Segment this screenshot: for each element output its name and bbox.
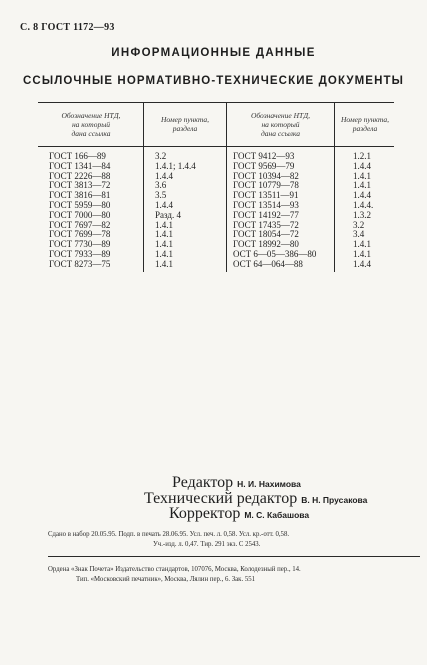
table-cell: ГОСТ 7933—89 xyxy=(49,248,111,259)
table-cell: 3.2 xyxy=(353,219,365,230)
table-cell: 1.4.1 xyxy=(353,248,371,259)
table-cell: 3.2 xyxy=(155,151,167,161)
table-cell: ГОСТ 10779—78 xyxy=(233,180,299,191)
editor-line: Редактор Н. И. Нахимова xyxy=(172,474,301,491)
table-cell: ГОСТ 7697—82 xyxy=(49,219,111,230)
table-cell: 1.4.4 xyxy=(353,190,371,201)
table-cell: 1.4.1 xyxy=(353,239,371,250)
table-cell: 1.4.1; 1.4.4 xyxy=(155,160,196,171)
table-cell: ГОСТ 7000—80 xyxy=(49,209,111,220)
table-cell: 1.4.1 xyxy=(155,239,173,250)
table-cell: ГОСТ 1341—84 xyxy=(49,160,111,171)
header-doc-left: Обозначение НТД, на который дана ссылка xyxy=(61,111,121,138)
table-cell: ГОСТ 13511—91 xyxy=(233,190,299,201)
right-doc-column xyxy=(233,152,316,270)
table-cell: 1.4.4 xyxy=(353,160,371,171)
imprint-rule xyxy=(48,556,420,557)
table-cell: 1.4.4 xyxy=(155,170,173,181)
right-clause-column xyxy=(353,152,373,270)
table-cell: ГОСТ 9412—93 xyxy=(233,151,295,161)
table-cell: ГОСТ 13514—93 xyxy=(233,199,299,210)
table-cell: 3.6 xyxy=(155,180,167,191)
header-clause-left: Номер пункта, раздела xyxy=(161,115,209,133)
table-top-rule xyxy=(38,102,394,103)
table-cell: 1.3.2 xyxy=(353,209,371,220)
section-subtitle: ССЫЛОЧНЫЕ НОРМАТИВНО-ТЕХНИЧЕСКИЕ ДОКУМЕНТЫ xyxy=(23,75,404,87)
table-cell: ОСТ 64—064—88 xyxy=(233,258,303,269)
table-cell: ОСТ 6—05—386—80 xyxy=(233,248,317,259)
table-cell: 1.4.1 xyxy=(155,248,173,259)
table-cell: 1.4.1 xyxy=(155,258,173,269)
table-cell: 1.4.4 xyxy=(353,258,371,269)
table-cell: 1.4.4. xyxy=(353,199,374,210)
tech-editor-line: Технический редактор В. Н. Прусакова xyxy=(144,490,368,507)
left-doc-column xyxy=(49,152,110,270)
imprint-line: Уч.-изд. л. 0,47. Тир. 291 экз. С 2543. xyxy=(153,541,261,548)
table-cell: ГОСТ 3816—81 xyxy=(49,190,111,201)
header-doc-right: Обозначение НТД, на который дана ссылка xyxy=(250,111,311,138)
page-header: С. 8 ГОСТ 1172—93 xyxy=(20,22,115,33)
table-cell: ГОСТ 7730—89 xyxy=(49,239,111,250)
table-cell: 1.4.1 xyxy=(155,219,173,230)
publisher-line: Ордена «Знак Почета» Издательство стандартов, 107076, Москва, Колодезный пер., 14. xyxy=(48,566,301,573)
table-cell: ГОСТ 18992—80 xyxy=(233,239,299,250)
table-cell: ГОСТ 18054—72 xyxy=(233,229,299,240)
table-cell: ГОСТ 166—89 xyxy=(49,151,106,161)
section-title: ИНФОРМАЦИОННЫЕ ДАННЫЕ xyxy=(111,47,316,59)
corrector-line: Корректор М. С. Кабашова xyxy=(169,505,310,522)
table-cell: ГОСТ 17435—72 xyxy=(233,219,299,230)
table-cell: ГОСТ 5959—80 xyxy=(49,199,111,210)
imprint-line: Сдано в набор 20.05.95. Подп. в печать 28.06.95. Усл. печ. л. 0,58. Усл. кр.-отт. 0,58. xyxy=(48,531,290,538)
table-cell: 1.4.1 xyxy=(353,180,371,191)
table-cell: 1.2.1 xyxy=(353,151,371,161)
table-cell: 3.5 xyxy=(155,190,167,201)
table-cell: 1.4.4 xyxy=(155,199,173,210)
table-cell: 3.4 xyxy=(353,229,365,240)
table-cell: ГОСТ 9569—79 xyxy=(233,160,295,171)
printer-line: Тип. «Московский печатник», Москва, Лялин пер., 6. Зак. 551 xyxy=(76,576,256,583)
table-cell: ГОСТ 8273—75 xyxy=(49,258,111,269)
table-header-rule xyxy=(38,146,394,147)
table-cell: 1.4.1 xyxy=(155,229,173,240)
table-cell: ГОСТ 3813—72 xyxy=(49,180,111,191)
left-clause-column xyxy=(155,152,196,270)
table-cell: 1.4.1 xyxy=(353,170,371,181)
table-cell: Разд. 4 xyxy=(155,209,181,220)
table-cell: ГОСТ 14192—77 xyxy=(233,209,299,220)
table-cell: ГОСТ 10394—82 xyxy=(233,170,299,181)
header-clause-right: Номер пункта, раздела xyxy=(341,115,389,133)
table-cell: ГОСТ 2226—88 xyxy=(49,170,111,181)
table-cell: ГОСТ 7699—78 xyxy=(49,229,111,240)
